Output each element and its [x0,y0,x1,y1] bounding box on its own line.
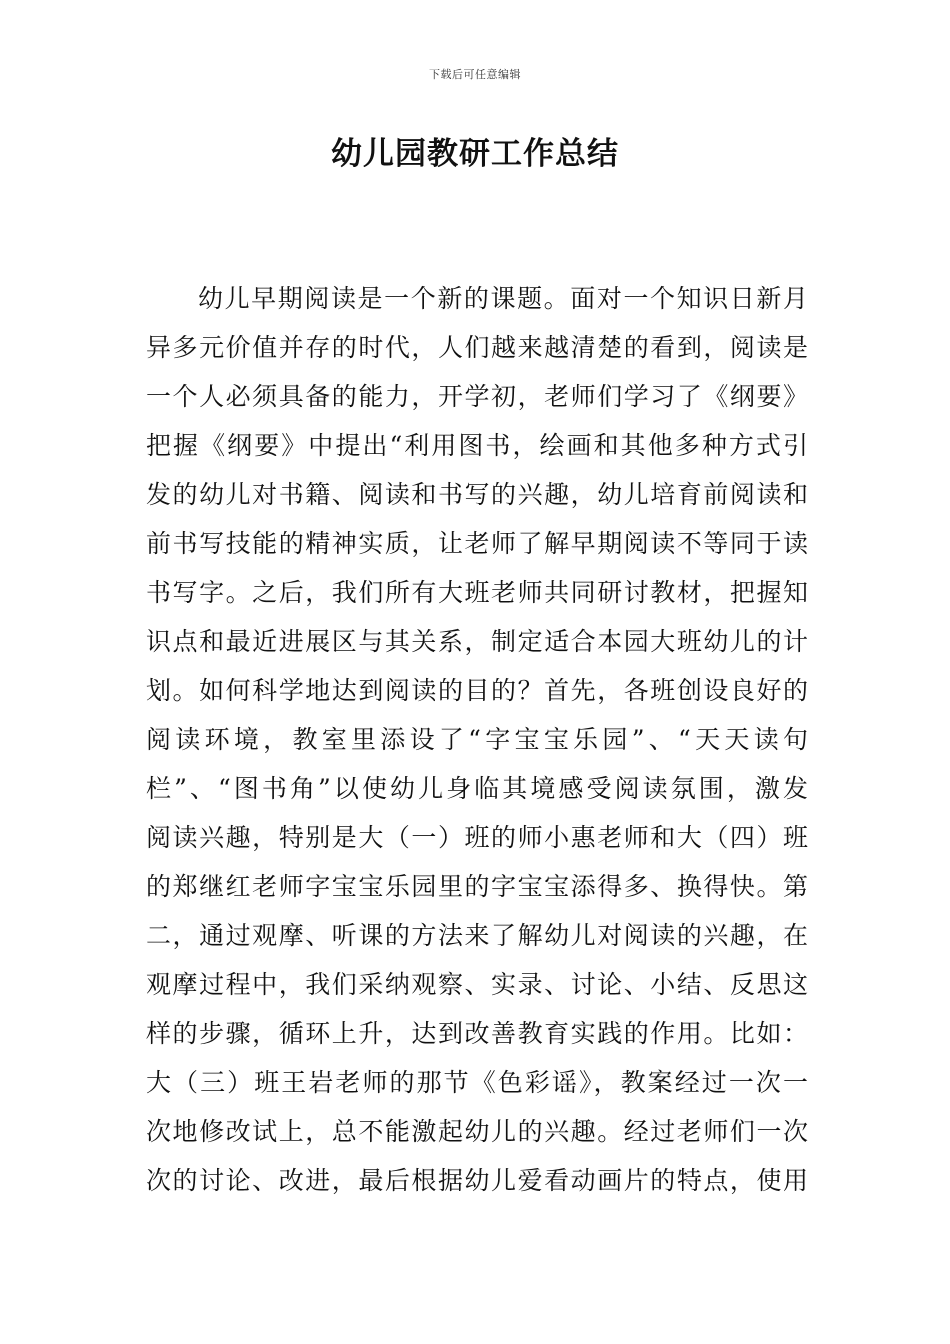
paragraph-line: 大（三）班王岩老师的那节《色彩谣》，教案经过一次一 [146,1068,808,1097]
paragraph-line: 把握《纲要》中提出“利用图书，绘画和其他多种方式引 [146,431,808,460]
paragraph-line: 发的幼儿对书籍、阅读和书写的兴趣，幼儿培育前阅读和 [146,480,808,509]
paragraph-line: 一个人必须具备的能力，开学初，老师们学习了《纲要》 [146,382,808,411]
paragraph-line: 样的步骤，循环上升，达到改善教育实践的作用。比如： [146,1019,808,1048]
paragraph-line: 书写字。之后，我们所有大班老师共同研讨教材，把握知 [146,578,808,607]
paragraph-line: 阅读环境，教室里添设了“字宝宝乐园”、“天天读句 [146,725,808,754]
paragraph-line: 的郑继红老师字宝宝乐园里的字宝宝添得多、换得快。第 [146,872,808,901]
paragraph-line: 次的讨论、改进，最后根据幼儿爱看动画片的特点，使用 [146,1166,808,1195]
paragraph-line: 阅读兴趣，特别是大（一）班的师小惠老师和大（四）班 [146,823,808,852]
header-note: 下载后可任意编辑 [429,68,521,81]
paragraph-line: 划。如何科学地达到阅读的目的？首先，各班创设良好的 [146,676,808,705]
paragraph-line: 栏”、“图书角”以使幼儿身临其境感受阅读氛围，激发 [146,774,808,803]
body-paragraph [146,274,808,1205]
paragraph-line: 二，通过观摩、听课的方法来了解幼儿对阅读的兴趣，在 [146,921,808,950]
paragraph-line: 识点和最近进展区与其关系，制定适合本园大班幼儿的计 [146,627,808,656]
paragraph-line: 观摩过程中，我们采纳观察、实录、讨论、小结、反思这 [146,970,808,999]
paragraph-line: 幼儿早期阅读是一个新的课题。面对一个知识日新月 [198,284,808,313]
paragraph-line: 前书写技能的精神实质，让老师了解早期阅读不等同于读 [146,529,808,558]
document-title: 幼儿园教研工作总结 [331,136,619,172]
paragraph-line: 次地修改试上，总不能激起幼儿的兴趣。经过老师们一次 [146,1117,808,1146]
paragraph-line: 异多元价值并存的时代，人们越来越清楚的看到，阅读是 [146,333,808,362]
